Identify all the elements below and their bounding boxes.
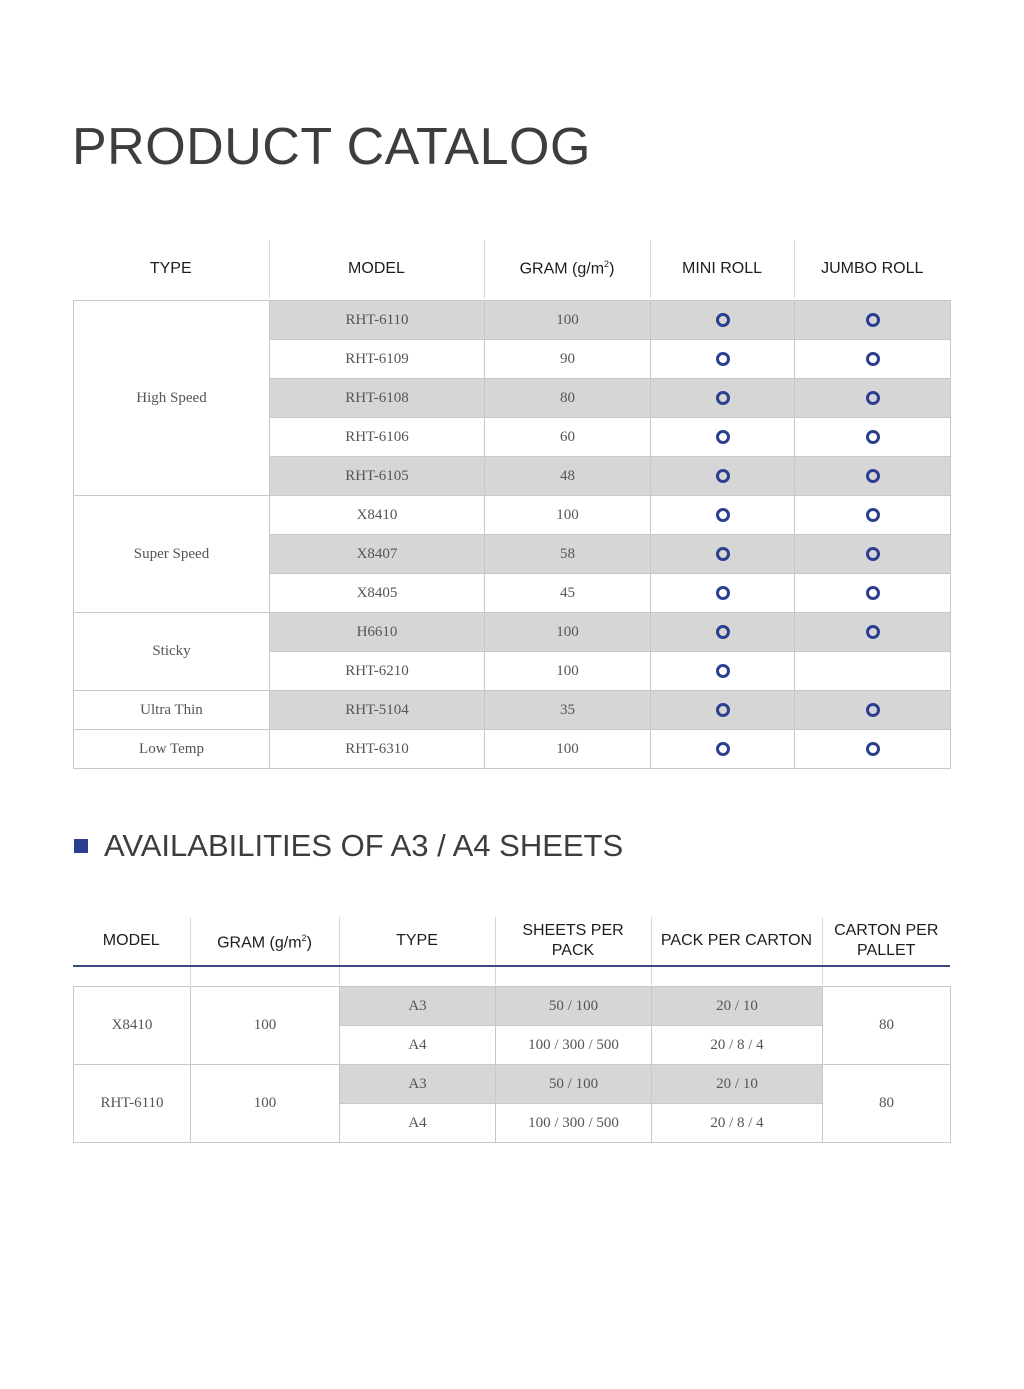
type-cell: A3 bbox=[340, 1065, 496, 1104]
available-icon bbox=[866, 586, 880, 600]
mini-roll-cell bbox=[651, 457, 795, 496]
table-row bbox=[74, 730, 951, 769]
model-cell: H6610 bbox=[270, 613, 485, 652]
sheets-table-header bbox=[73, 917, 950, 967]
table-row bbox=[74, 496, 951, 535]
available-icon bbox=[716, 625, 730, 639]
available-icon bbox=[866, 352, 880, 366]
carton-per-pallet-cell: 80 bbox=[823, 987, 951, 1065]
jumbo-roll-cell bbox=[795, 496, 951, 535]
model-cell: RHT-5104 bbox=[270, 691, 485, 730]
jumbo-roll-cell bbox=[795, 379, 951, 418]
available-icon bbox=[866, 430, 880, 444]
mini-roll-cell bbox=[651, 340, 795, 379]
available-icon bbox=[866, 508, 880, 522]
gram-cell: 100 bbox=[485, 652, 651, 691]
type-cell: Ultra Thin bbox=[74, 691, 270, 730]
available-icon bbox=[866, 391, 880, 405]
model-cell: RHT-6106 bbox=[270, 418, 485, 457]
available-icon bbox=[716, 703, 730, 717]
mini-roll-cell bbox=[651, 535, 795, 574]
model-cell: RHT-6110 bbox=[74, 1065, 191, 1143]
table-row bbox=[74, 1065, 951, 1104]
gram-cell: 100 bbox=[191, 987, 340, 1065]
model-cell: X8410 bbox=[74, 987, 191, 1065]
sheets-per-pack-cell: 100 / 300 / 500 bbox=[496, 1104, 652, 1143]
sheets-per-pack-cell: 50 / 100 bbox=[496, 987, 652, 1026]
type-cell: Low Temp bbox=[74, 730, 270, 769]
available-icon bbox=[866, 742, 880, 756]
column-header-type: TYPE bbox=[149, 260, 192, 277]
column-header-pack-per-carton: PACK PER CARTON bbox=[651, 917, 822, 966]
sheets-per-pack-cell: 100 / 300 / 500 bbox=[496, 1026, 652, 1065]
gram-cell: 100 bbox=[485, 496, 651, 535]
jumbo-roll-cell bbox=[795, 418, 951, 457]
available-icon bbox=[716, 508, 730, 522]
model-cell: RHT-6105 bbox=[270, 457, 485, 496]
type-cell: A4 bbox=[340, 1026, 496, 1065]
jumbo-roll-cell bbox=[795, 457, 951, 496]
column-header-sheets-per-pack: SHEETS PER PACK bbox=[495, 917, 651, 966]
type-cell: Sticky bbox=[74, 613, 270, 691]
gram-cell: 48 bbox=[485, 457, 651, 496]
column-header-model: MODEL bbox=[269, 240, 484, 298]
gram-cell: 90 bbox=[485, 340, 651, 379]
gram-cell: 60 bbox=[485, 418, 651, 457]
jumbo-roll-cell bbox=[795, 340, 951, 379]
section-heading-text: AVAILABILITIES OF A3 / A4 SHEETS bbox=[104, 828, 624, 863]
type-cell: A4 bbox=[340, 1104, 496, 1143]
model-cell: RHT-6108 bbox=[270, 379, 485, 418]
jumbo-roll-cell bbox=[795, 574, 951, 613]
column-header-jumbo-roll: JUMBO ROLL bbox=[794, 240, 950, 298]
available-icon bbox=[716, 469, 730, 483]
table-row bbox=[74, 613, 951, 652]
table-row bbox=[74, 987, 951, 1026]
mini-roll-cell bbox=[651, 379, 795, 418]
available-icon bbox=[866, 547, 880, 561]
available-icon bbox=[866, 313, 880, 327]
column-header-gram: GRAM $(g/m^2)$ bbox=[484, 240, 650, 298]
pack-per-carton-cell: 20 / 10 bbox=[652, 1065, 823, 1104]
mini-roll-cell bbox=[651, 652, 795, 691]
gram-cell: 80 bbox=[485, 379, 651, 418]
pack-per-carton-cell: 20 / 8 / 4 bbox=[652, 1026, 823, 1065]
available-icon bbox=[716, 586, 730, 600]
available-icon bbox=[716, 742, 730, 756]
column-header-gram: GRAM $(g/m^2)$ bbox=[190, 917, 339, 966]
page-title: PRODUCT CATALOG bbox=[72, 118, 591, 176]
type-cell: Super Speed bbox=[74, 496, 270, 613]
available-icon bbox=[716, 352, 730, 366]
model-cell: X8407 bbox=[270, 535, 485, 574]
model-cell: X8405 bbox=[270, 574, 485, 613]
jumbo-roll-cell bbox=[795, 535, 951, 574]
mini-roll-cell bbox=[651, 691, 795, 730]
available-icon bbox=[716, 664, 730, 678]
catalog-table-header bbox=[73, 240, 950, 298]
gram-cell: 100 bbox=[191, 1065, 340, 1143]
jumbo-roll-cell bbox=[795, 613, 951, 652]
model-cell: RHT-6109 bbox=[270, 340, 485, 379]
sheets-header-gap bbox=[73, 967, 950, 985]
column-header-carton-per-pallet: CARTON PER PALLET bbox=[822, 917, 950, 966]
type-cell: A3 bbox=[340, 987, 496, 1026]
model-cell: RHT-6310 bbox=[270, 730, 485, 769]
table-row bbox=[74, 691, 951, 730]
model-cell: X8410 bbox=[270, 496, 485, 535]
available-icon bbox=[716, 430, 730, 444]
pack-per-carton-cell: 20 / 8 / 4 bbox=[652, 1104, 823, 1143]
mini-roll-cell bbox=[651, 418, 795, 457]
table-row bbox=[74, 301, 951, 340]
gram-cell: 58 bbox=[485, 535, 651, 574]
mini-roll-cell bbox=[651, 496, 795, 535]
type-cell: High Speed bbox=[74, 301, 270, 496]
pack-per-carton-cell: 20 / 10 bbox=[652, 987, 823, 1026]
jumbo-roll-cell bbox=[795, 652, 951, 691]
mini-roll-cell bbox=[651, 301, 795, 340]
column-header-mini-roll: MINI ROLL bbox=[650, 240, 794, 298]
mini-roll-cell bbox=[651, 613, 795, 652]
available-icon bbox=[866, 469, 880, 483]
gram-cell: 100 bbox=[485, 613, 651, 652]
gram-cell: 35 bbox=[485, 691, 651, 730]
mini-roll-cell bbox=[651, 730, 795, 769]
catalog-table bbox=[73, 300, 951, 769]
available-icon bbox=[716, 391, 730, 405]
model-cell: RHT-6210 bbox=[270, 652, 485, 691]
gram-cell: 100 bbox=[485, 301, 651, 340]
sheets-table bbox=[73, 986, 951, 1143]
jumbo-roll-cell bbox=[795, 691, 951, 730]
mini-roll-cell bbox=[651, 574, 795, 613]
column-header-type: TYPE bbox=[339, 917, 495, 966]
available-icon bbox=[866, 625, 880, 639]
available-icon bbox=[716, 547, 730, 561]
jumbo-roll-cell bbox=[795, 730, 951, 769]
gram-cell: 100 bbox=[485, 730, 651, 769]
carton-per-pallet-cell: 80 bbox=[823, 1065, 951, 1143]
model-cell: RHT-6110 bbox=[270, 301, 485, 340]
sheets-per-pack-cell: 50 / 100 bbox=[496, 1065, 652, 1104]
gram-cell: 45 bbox=[485, 574, 651, 613]
square-bullet-icon bbox=[74, 839, 88, 853]
jumbo-roll-cell bbox=[795, 301, 951, 340]
column-header-model: MODEL bbox=[102, 932, 160, 949]
available-icon bbox=[866, 703, 880, 717]
available-icon bbox=[716, 313, 730, 327]
section-heading bbox=[74, 824, 623, 868]
